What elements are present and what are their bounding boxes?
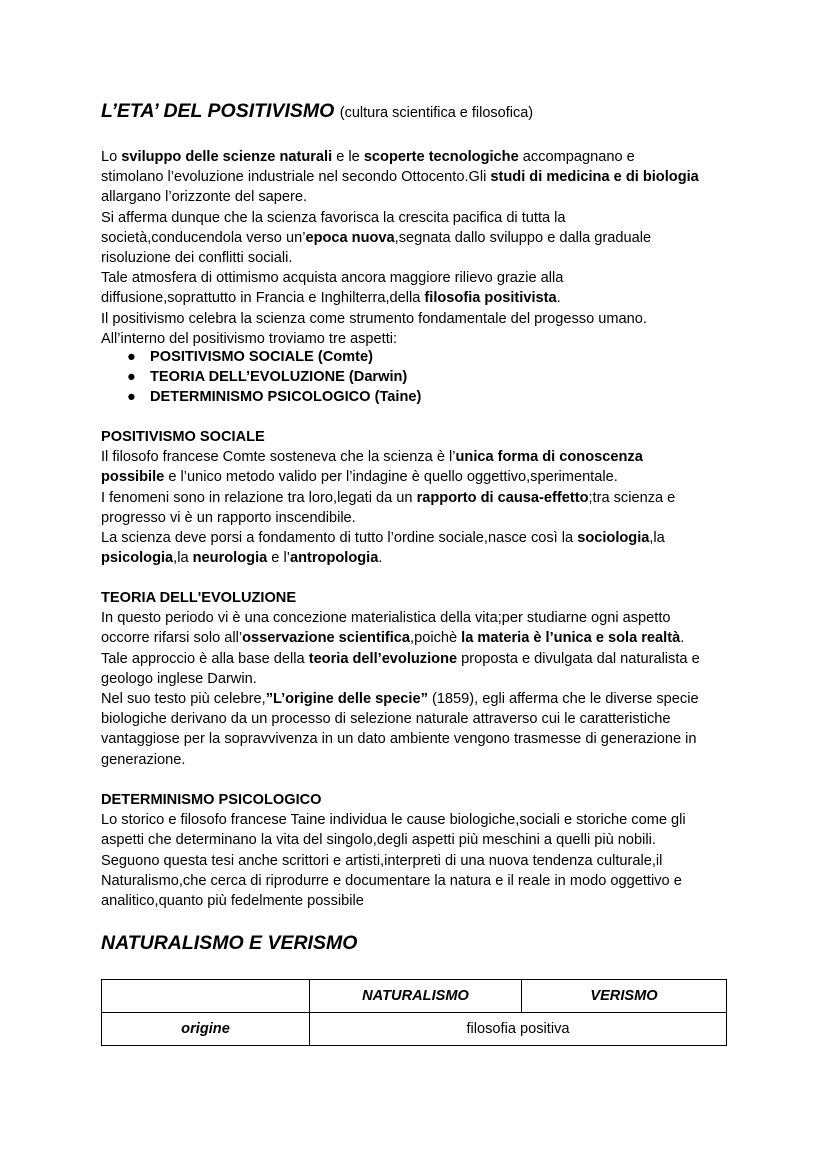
text-line bbox=[101, 810, 741, 830]
text-line bbox=[101, 329, 741, 349]
bullet-icon: ● bbox=[127, 389, 136, 406]
text: ;tra scienza e bbox=[588, 489, 676, 506]
text-line bbox=[101, 750, 741, 770]
text: e le bbox=[332, 149, 364, 165]
text: . bbox=[378, 550, 383, 567]
text-line bbox=[101, 628, 741, 648]
page-title bbox=[101, 100, 533, 123]
aspects-list bbox=[101, 347, 741, 408]
text-line bbox=[101, 729, 741, 749]
text-line bbox=[101, 689, 741, 709]
text-line bbox=[101, 208, 741, 228]
text: società,conducendola verso un’ bbox=[101, 229, 306, 246]
text-line bbox=[101, 891, 741, 911]
text-line bbox=[101, 608, 741, 628]
text: . bbox=[556, 290, 561, 307]
section-positivismo-sociale bbox=[101, 427, 741, 568]
bold-text: ”L’origine delle specie” bbox=[265, 690, 428, 707]
bold-text: unica forma di conoscenza bbox=[455, 449, 643, 466]
bullet-icon: ● bbox=[127, 369, 136, 386]
bold-text: rapporto di causa-effetto bbox=[416, 489, 589, 506]
title-subtitle: (cultura scientifica e filosofica) bbox=[339, 105, 534, 121]
text: aspetti che determinano la vita del singolo,degli aspetti più meschini a quelli più nobili. bbox=[101, 832, 656, 849]
text: Il filosofo francese Comte sosteneva che la scienza è l’ bbox=[101, 449, 456, 466]
text-line bbox=[101, 871, 741, 891]
bullet-icon: ● bbox=[127, 349, 136, 365]
bold-text: osservazione scientifica bbox=[242, 630, 411, 647]
text: Tale atmosfera di ottimismo acquista ancora maggiore rilievo grazie alla bbox=[101, 270, 564, 287]
list-item bbox=[101, 367, 741, 387]
bold-text: la materia è l’unica e sola realtà bbox=[461, 630, 681, 647]
section-heading: DETERMINISMO PSICOLOGICO bbox=[101, 792, 322, 808]
text: diffusione,soprattutto in Francia e Inghilterra,della bbox=[101, 290, 425, 307]
text: Naturalismo,che cerca di riprodurre e documentare la natura e il reale in modo oggettivo e bbox=[101, 872, 682, 889]
text: vantaggiose per la sopravvivenza in un dato ambiente vengono trasmesse di generazione in bbox=[101, 731, 697, 748]
text-line bbox=[101, 248, 741, 268]
text: Si afferma dunque che la scienza favorisca la crescita pacifica di tutta la bbox=[101, 209, 566, 226]
text: All’interno del positivismo troviamo tre aspetti: bbox=[101, 330, 398, 347]
text: e l’unico metodo valido per l’indagine è quello oggettivo,sperimentale. bbox=[164, 469, 618, 486]
text-line bbox=[101, 167, 741, 187]
text-line bbox=[101, 528, 741, 548]
text: allargano l’orizzonte del sapere. bbox=[101, 189, 308, 206]
text: La scienza deve porsi a fondamento di tutto l’ordine sociale,nasce così la bbox=[101, 529, 578, 546]
bold-text: sociologia bbox=[577, 529, 650, 546]
text: Nel suo testo più celebre, bbox=[101, 690, 266, 707]
text: stimolano l’evoluzione industriale nel secondo Ottocento.Gli bbox=[101, 169, 491, 186]
text-line bbox=[101, 830, 741, 850]
text: generazione. bbox=[101, 751, 186, 768]
list-item bbox=[101, 387, 741, 407]
table-row bbox=[102, 1013, 727, 1046]
text: Lo storico e filosofo francese Taine individua le cause biologiche,sociali e storiche come gli bbox=[101, 812, 686, 829]
text-line bbox=[101, 709, 741, 729]
text-line bbox=[101, 147, 741, 167]
text: (1859), egli afferma che le diverse specie bbox=[427, 690, 699, 707]
table-header-empty bbox=[102, 980, 310, 1013]
text: biologiche derivano da un processo di selezione naturale attraverso cui le caratteristiche bbox=[101, 711, 671, 728]
table-header-naturalismo: NATURALISMO bbox=[310, 980, 522, 1013]
text-line bbox=[101, 447, 741, 467]
bold-text: antropologia bbox=[289, 550, 379, 567]
bold-text: neurologia bbox=[192, 550, 268, 567]
heading-naturalismo-verismo: NATURALISMO E VERISMO bbox=[101, 932, 358, 954]
intro-paragraph bbox=[101, 147, 741, 349]
text: ,la bbox=[649, 529, 665, 546]
text-line bbox=[101, 548, 741, 568]
section-heading: POSITIVISMO SOCIALE bbox=[101, 429, 265, 445]
section-teoria-evoluzione bbox=[101, 588, 741, 770]
cell-origine-value: filosofia positiva bbox=[310, 1013, 727, 1046]
text: In questo periodo vi è una concezione materialistica della vita;per studiarne ogni aspetto bbox=[101, 610, 671, 627]
text: ,la bbox=[173, 550, 193, 567]
list-item bbox=[101, 347, 741, 367]
text-line bbox=[101, 187, 741, 207]
bold-text: studi di medicina e di biologia bbox=[490, 169, 699, 186]
text: ,segnata dallo sviluppo e dalla graduale bbox=[394, 229, 652, 246]
text: e l’ bbox=[267, 550, 290, 567]
text-line bbox=[101, 649, 741, 669]
list-item-label: POSITIVISMO SOCIALE (Comte) bbox=[150, 349, 373, 365]
section-determinismo-psicologico bbox=[101, 790, 741, 911]
text-line bbox=[101, 669, 741, 689]
bold-text: sviluppo delle scienze naturali bbox=[121, 149, 333, 165]
text-line bbox=[101, 268, 741, 288]
text-line bbox=[101, 488, 741, 508]
bold-text: possibile bbox=[101, 469, 165, 486]
list-item-label: DETERMINISMO PSICOLOGICO (Taine) bbox=[150, 389, 422, 406]
text: accompagnano e bbox=[518, 149, 635, 165]
text: ,poichè bbox=[410, 630, 462, 647]
text: risoluzione dei conflitti sociali. bbox=[101, 249, 293, 266]
comparison-table bbox=[101, 979, 727, 1046]
bold-text: scoperte tecnologiche bbox=[363, 149, 519, 165]
text: analitico,quanto più fedelmente possibile bbox=[101, 892, 364, 909]
table-header-row bbox=[102, 980, 727, 1013]
text-line bbox=[101, 228, 741, 248]
text-line bbox=[101, 467, 741, 487]
bold-text: teoria dell’evoluzione bbox=[308, 650, 458, 667]
section-heading: TEORIA DELL'EVOLUZIONE bbox=[101, 590, 297, 606]
text-line bbox=[101, 508, 741, 528]
text: . bbox=[680, 630, 685, 647]
text: progresso vi è un rapporto inscendibile. bbox=[101, 509, 356, 526]
text: occorre rifarsi solo all’ bbox=[101, 630, 243, 647]
text: Seguono questa tesi anche scrittori e artisti,interpreti di una nuova tendenza culturale,il bbox=[101, 852, 663, 869]
text-line bbox=[101, 288, 741, 308]
list-item-label: TEORIA DELL’EVOLUZIONE (Darwin) bbox=[150, 369, 408, 386]
text: proposta e divulgata dal naturalista e bbox=[457, 650, 700, 667]
text-line bbox=[101, 309, 741, 329]
bold-text: epoca nuova bbox=[305, 229, 395, 246]
text: I fenomeni sono in relazione tra loro,legati da un bbox=[101, 489, 417, 506]
bold-text: filosofia positivista bbox=[424, 290, 557, 307]
text: Lo bbox=[101, 149, 122, 165]
bold-text: psicologia bbox=[101, 550, 174, 567]
text: Tale approccio è alla base della bbox=[101, 650, 309, 667]
text: geologo inglese Darwin. bbox=[101, 670, 257, 687]
row-label-origine: origine bbox=[102, 1013, 310, 1046]
text-line bbox=[101, 851, 741, 871]
table-header-verismo: VERISMO bbox=[522, 980, 727, 1013]
text: Il positivismo celebra la scienza come strumento fondamentale del progesso umano. bbox=[101, 310, 647, 327]
title-main: L’ETA’ DEL POSITIVISMO bbox=[101, 100, 335, 122]
